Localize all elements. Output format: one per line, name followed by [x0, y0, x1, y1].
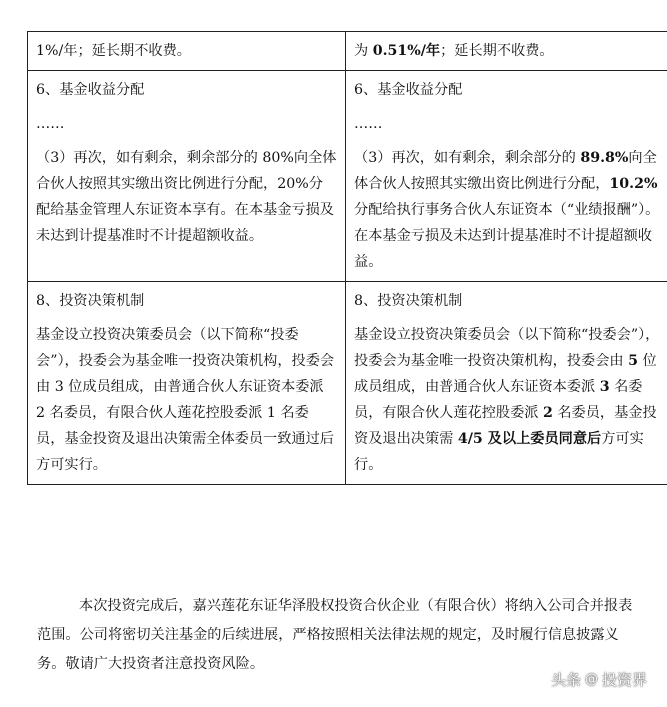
- text-span: 名委员，基金投资及退出决策需: [354, 405, 657, 447]
- decision-text: 基金设立投资决策委员会（以下简称“投委会”），投委会为基金唯一投资决策机构，投委会由 3 位成员组成，由普通合伙人东证资本委派 2 名委员，有限合伙人莲花控股委派 1 名委员，基金投资及退出决策需全体委员一致通过后方可实行。: [36, 327, 335, 473]
- cell-old-fee: [28, 32, 346, 71]
- table-row: [28, 32, 667, 71]
- bold-value: 10.2%: [609, 176, 658, 192]
- text-span: 分配给执行事务合伙人东证资本（“业绩报酬”）。在本基金亏损及未达到计提基准时不计提超额收益。: [354, 202, 660, 270]
- bold-value: 2: [542, 405, 553, 421]
- section-heading: 6、基金收益分配: [354, 82, 463, 98]
- ellipsis: ……: [354, 116, 383, 132]
- watermark: [551, 669, 647, 690]
- text-span: （3）再次，如有剩余，剩余部分的: [354, 150, 581, 166]
- text-span: 方可实行。: [354, 431, 644, 473]
- cell-old-decision: [28, 282, 346, 485]
- watermark-account: 投资界: [601, 671, 647, 689]
- ellipsis: ……: [36, 116, 65, 132]
- bold-value: 4/5 及以上委员同意后: [457, 431, 602, 447]
- new-fee-prefix: 为: [354, 43, 373, 59]
- decision-text: [354, 322, 660, 478]
- cell-new-decision: [346, 282, 667, 485]
- cell-new-fee: [346, 32, 667, 71]
- cell-old-distribution: [28, 71, 346, 282]
- table-row: [28, 71, 667, 282]
- text-span: 基金设立投资决策委员会（以下简称“投委会”），投委会为基金唯一投资决策机构，投委会由: [354, 327, 660, 369]
- table-row: [28, 282, 667, 485]
- section-heading: 8、投资决策机制: [36, 293, 145, 309]
- distribution-text: [354, 145, 660, 275]
- section-heading: 8、投资决策机制: [354, 293, 463, 309]
- text-span: 位成员组成，由普通合伙人东证资本委派: [354, 353, 657, 395]
- text-span: 名委员，有限合伙人莲花控股委派: [354, 379, 643, 421]
- comparison-table: [27, 31, 667, 485]
- new-fee-rate: 0.51%/年: [372, 43, 441, 59]
- cell-new-distribution: [346, 71, 667, 282]
- distribution-text: （3）再次，如有剩余，剩余部分的 80%向全体合伙人按照其实缴出资比例进行分配，20%分配给基金管理人东证资本享有。在本基金亏损及未达到计提基准时不计提超额收益。: [36, 150, 337, 244]
- bold-value: 3: [599, 379, 610, 395]
- old-fee-text: 1%/年；延长期不收费。: [36, 43, 191, 59]
- watermark-source: 头条: [550, 671, 581, 689]
- section-heading: 6、基金收益分配: [36, 82, 145, 98]
- new-fee-suffix: ；延长期不收费。: [440, 43, 554, 59]
- bold-value: 5: [628, 353, 638, 369]
- bold-value: 89.8%: [580, 150, 629, 166]
- at-icon: @: [584, 672, 598, 687]
- text-span: 向全体合伙人按照其实缴出资比例进行分配，: [354, 150, 657, 192]
- footer-paragraph: 本次投资完成后，嘉兴莲花东证华泽股权投资合伙企业（有限合伙）将纳入公司合并报表范围。公司将密切关注基金的后续进展，严格按照相关法律法规的规定，及时履行信息披露义务。敬请广大投资者注意投资风险。: [37, 598, 633, 672]
